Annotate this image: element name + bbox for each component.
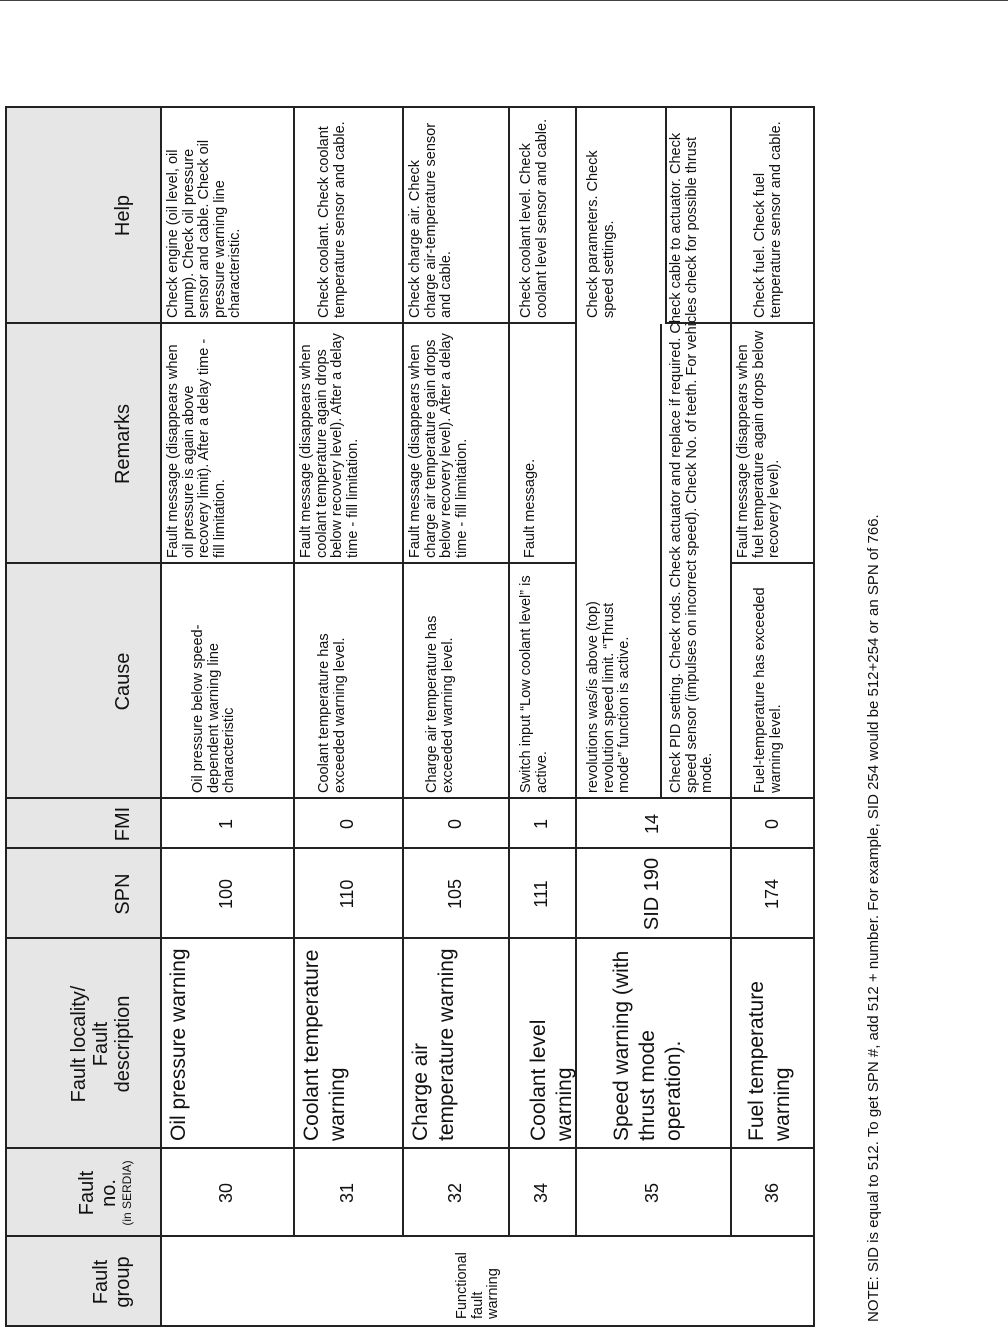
spn-value: SID 190	[641, 857, 663, 931]
border-bottom	[813, 107, 815, 1327]
table-header	[5, 107, 162, 1327]
header-fault-group: Fault group	[90, 1256, 134, 1308]
fault-no: 30	[216, 1182, 236, 1204]
fault-no: 35	[642, 1182, 662, 1204]
cause-text: Switch input “Low coolant level” is active.	[518, 575, 550, 793]
fmi-value: 0	[444, 819, 465, 830]
spn-value: 105	[444, 878, 465, 910]
remarks-text: Fault message (disappears when charge air temperature gain drops below recovery level). After a delay time - fill limitation.	[407, 333, 470, 558]
header-remarks: Remarks	[112, 404, 134, 485]
fmi-value: 0	[761, 819, 782, 830]
header-spn: SPN	[112, 873, 134, 915]
fault-description: Charge air temperature warning	[409, 948, 458, 1141]
spn-value: 174	[761, 878, 782, 910]
header-fault-no	[5, 1149, 160, 1237]
remarks-text: Fault message (disappears when coolant temperature again drops below recovery level). After a delay time - fill limitation.	[298, 333, 361, 558]
fmi-value: 1	[531, 819, 551, 830]
row-line	[730, 107, 732, 1237]
fault-description: Speed warning (with thrust mode operation).	[610, 950, 685, 1141]
spn-value: 111	[531, 880, 551, 908]
fault-table	[5, 107, 815, 1327]
help-text: Check coolant level. Check coolant level sensor and cable.	[518, 118, 550, 318]
fmi-value: 1	[216, 819, 236, 830]
help-text: Check engine (oil level, oil pump). Check oil pressure sensor and cable. Check oil pressure warning line characteristic.	[165, 139, 243, 318]
col-line	[5, 563, 575, 565]
remarks-text: Fault message.	[522, 458, 538, 558]
cause-text: Coolant temperature has exceeded warning level.	[316, 633, 348, 793]
fault-group-label: Functional fault warning	[454, 1252, 501, 1319]
col-line	[5, 323, 575, 325]
fault-description: Fuel temperature warning	[745, 981, 794, 1141]
fault-no: 34	[531, 1182, 551, 1204]
header-fmi: FMI	[112, 806, 134, 842]
fmi-value: 14	[642, 813, 662, 835]
header-cause: Cause	[112, 652, 134, 711]
header-fault-no-label: Fault no.	[76, 1170, 120, 1216]
header-fault-no-sub: (in SERDIA)	[120, 1160, 134, 1226]
border-left	[5, 1326, 815, 1328]
spn-value: 110	[337, 879, 357, 909]
top-rule	[0, 0, 1008, 1]
row-line	[508, 107, 510, 1237]
row-line-inner	[660, 324, 662, 799]
cause-text: Fuel-temperature has exceeded warning level.	[752, 587, 784, 793]
footnote: NOTE: SID is equal to 512. To get SPN #, add 512 + number. For example, SID 254 would be 512+254 or an SPN of 766.	[865, 514, 882, 1322]
fault-description: Coolant temperature warning	[300, 949, 349, 1141]
fault-no: 36	[761, 1182, 782, 1204]
fault-description: Coolant level warning	[527, 1019, 576, 1141]
help-text: Check coolant. Check coolant temperature sensor and cable.	[316, 121, 348, 318]
help-text: Check fuel. Check fuel temperature sensor and cable.	[752, 121, 784, 318]
fault-no: 31	[337, 1182, 357, 1204]
fmi-value: 0	[337, 819, 357, 830]
fault-no: 32	[444, 1182, 465, 1204]
border-top	[5, 107, 7, 1327]
span-text: Check PID setting. Check rods. Check actuator and replace if required. Check cable to actuator. Check speed sensor (impulses on incorrect speed). Check No. of teeth. For vehicles check for possible thrust mode.	[668, 132, 715, 793]
cause-text: Oil pressure below speed-dependent warning line characteristic	[190, 624, 237, 793]
cause-text: Charge air temperature has exceeded warning level.	[424, 615, 456, 793]
header-help: Help	[112, 194, 134, 237]
header-fault-description: Fault locality/ Fault description	[68, 985, 134, 1103]
help-text: Check parameters. Check speed settings.	[585, 150, 617, 318]
remarks-text: Fault message (disappears when fuel temperature again drops below recovery level).	[735, 330, 782, 558]
spn-value: 100	[216, 878, 236, 910]
cause-text: revolutions was/is above (top) revolution speed limit. “Thrust mode” function is active.	[585, 601, 632, 793]
help-text: Check charge air. Check charge air-temperature sensor and cable.	[407, 122, 454, 318]
remarks-text: Fault message (disappears when oil pressure is again above recovery limit). After a delay time - fill limitation.	[165, 338, 228, 558]
fault-description: Oil pressure warning	[167, 948, 190, 1141]
